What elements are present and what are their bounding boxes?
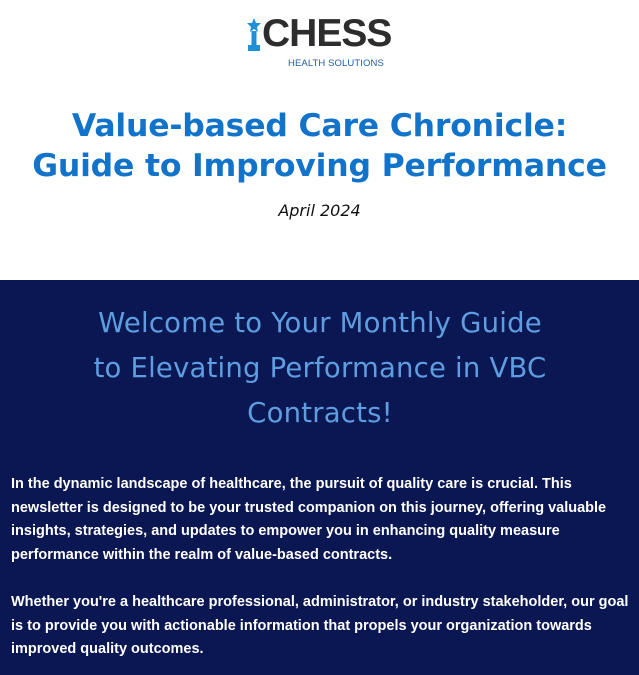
welcome-line-2: to Elevating Performance in VBC — [93, 352, 547, 384]
title-line-2: Guide to Improving Performance — [32, 148, 607, 184]
welcome-line-1: Welcome to Your Monthly Guide — [98, 307, 542, 339]
logo-wordmark: CHESS — [262, 12, 392, 55]
intro-paragraph: In the dynamic landscape of healthcare, the pursuit of quality care is crucial. This newsletter is designed to be your trusted companion on this journey, offering valuable insights, strategies, and updates to empower you in enhancing quality measure performance within the realm of value-based contracts. — [11, 476, 607, 563]
chess-piece-icon — [246, 18, 262, 54]
goal-paragraph: Whether you're a healthcare professional, administrator, or industry stakeholder, our goal is to provide you with actionable information that propels your organization towards improved quality outcomes. — [11, 594, 629, 657]
chess-logo[interactable] — [246, 12, 396, 74]
logo-tagline: HEALTH SOLUTIONS — [288, 58, 384, 69]
title-line-1: Value-based Care Chronicle: — [71, 108, 568, 144]
welcome-heading — [20, 301, 620, 436]
issue-date: April 2024 — [278, 201, 361, 220]
newsletter-title — [0, 106, 639, 186]
welcome-section — [0, 280, 639, 675]
newsletter-header — [0, 0, 639, 280]
welcome-line-3: Contracts! — [247, 397, 393, 429]
